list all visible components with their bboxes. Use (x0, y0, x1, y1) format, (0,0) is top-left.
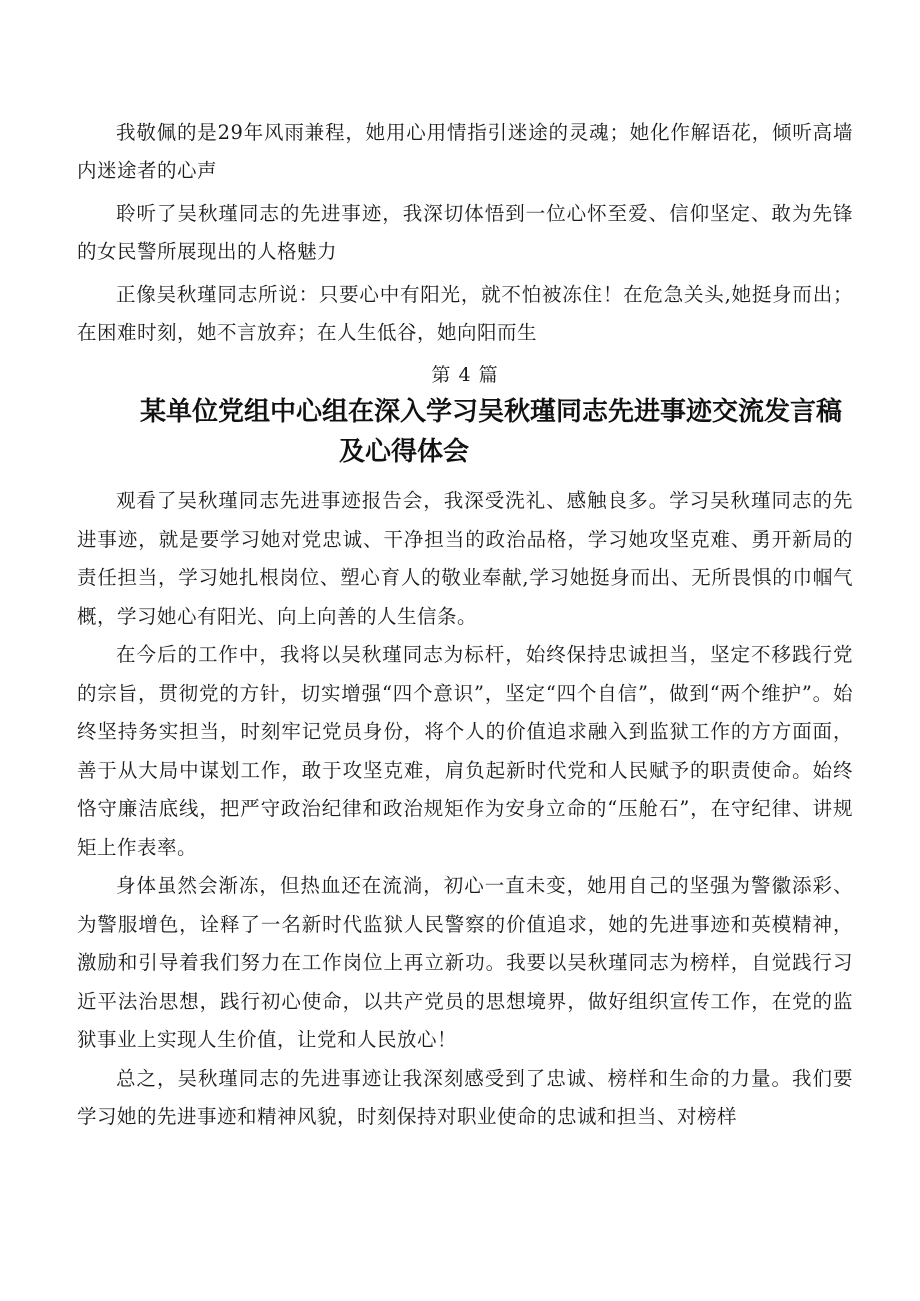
body-paragraph-3: 身体虽然会渐冻，但热血还在流淌，初心一直未变，她用自己的坚强为警徽添彩、为警服增色，诠释了一名新时代监狱人民警察的价值追求，她的先进事迹和英模精神，激励和引导着我们努力在工作岗位上再立新功。我要以吴秋瑾同志为榜样，自觉践行习近平法治思想，践行初心使命，以共产党员的思想境界，做好组织宣传工作，在党的监狱事业上实现人生价值，让党和人民放心！ (77, 874, 853, 1051)
article-title-line-2: 及心得体会 (339, 437, 470, 467)
body-paragraph-2: 在今后的工作中，我将以吴秋瑾同志为标杆，始终保持忠诚担当，坚定不移践行党的宗旨，贯彻党的方针，切实增强“四个意识”，坚定“四个自信”，做到“两个维护”。始终坚持务实担当，时刻牢记党员身份，将个人的价值追求融入到监狱工作的方方面面，善于从大局中谋划工作，敢于攻坚克难，肩负起新时代党和人民赋予的职责使命。始终恪守廉洁底线，把严守政治纪律和政治规矩作为安身立命的“压舱石”，在守纪律、讲规矩上作表率。 (77, 643, 853, 859)
article-body (77, 482, 853, 1137)
article-title (77, 392, 853, 472)
body-paragraph-4: 总之，吴秋瑾同志的先进事迹让我深刻感受到了忠诚、榜样和生命的力量。我们要学习她的先进事迹和精神风貌，时刻保持对职业使命的忠诚和担当、对榜样 (77, 1066, 853, 1128)
intro-paragraph-3: 正像吴秋瑾同志所说：只要心中有阳光，就不怕被冻住！在危急关头,她挺身而出；在困难时刻，她不言放弃；在人生低谷，她向阳而生 (77, 283, 853, 344)
body-paragraph-1: 观看了吴秋瑾同志先进事迹报告会，我深受洗礼、感触良多。学习吴秋瑾同志的先进事迹，就是要学习她对党忠诚、干净担当的政治品格，学习她攻坚克难、勇开新局的责任担当，学习她扎根岗位、塑心育人的敬业奉献,学习她挺身而出、无所畏惧的巾帼气概，学习她心有阳光、向上向善的人生信条。 (77, 489, 853, 628)
article-title-line-1: 某单位党组中心组在深入学习吴秋瑾同志先进事迹交流发言稿 (139, 397, 842, 427)
chapter-label: 第 4 篇 (431, 364, 499, 386)
intro-paragraph-1: 我敬佩的是29年风雨兼程，她用心用情指引迷途的灵魂；她化作解语花，倾听高墙内迷途者的心声 (77, 121, 853, 182)
document-content (77, 114, 853, 1137)
intro-paragraph-2: 聆听了吴秋瑾同志的先进事迹，我深切体悟到一位心怀至爱、信仰坚定、敢为先锋的女民警所展现出的人格魅力 (77, 202, 853, 263)
